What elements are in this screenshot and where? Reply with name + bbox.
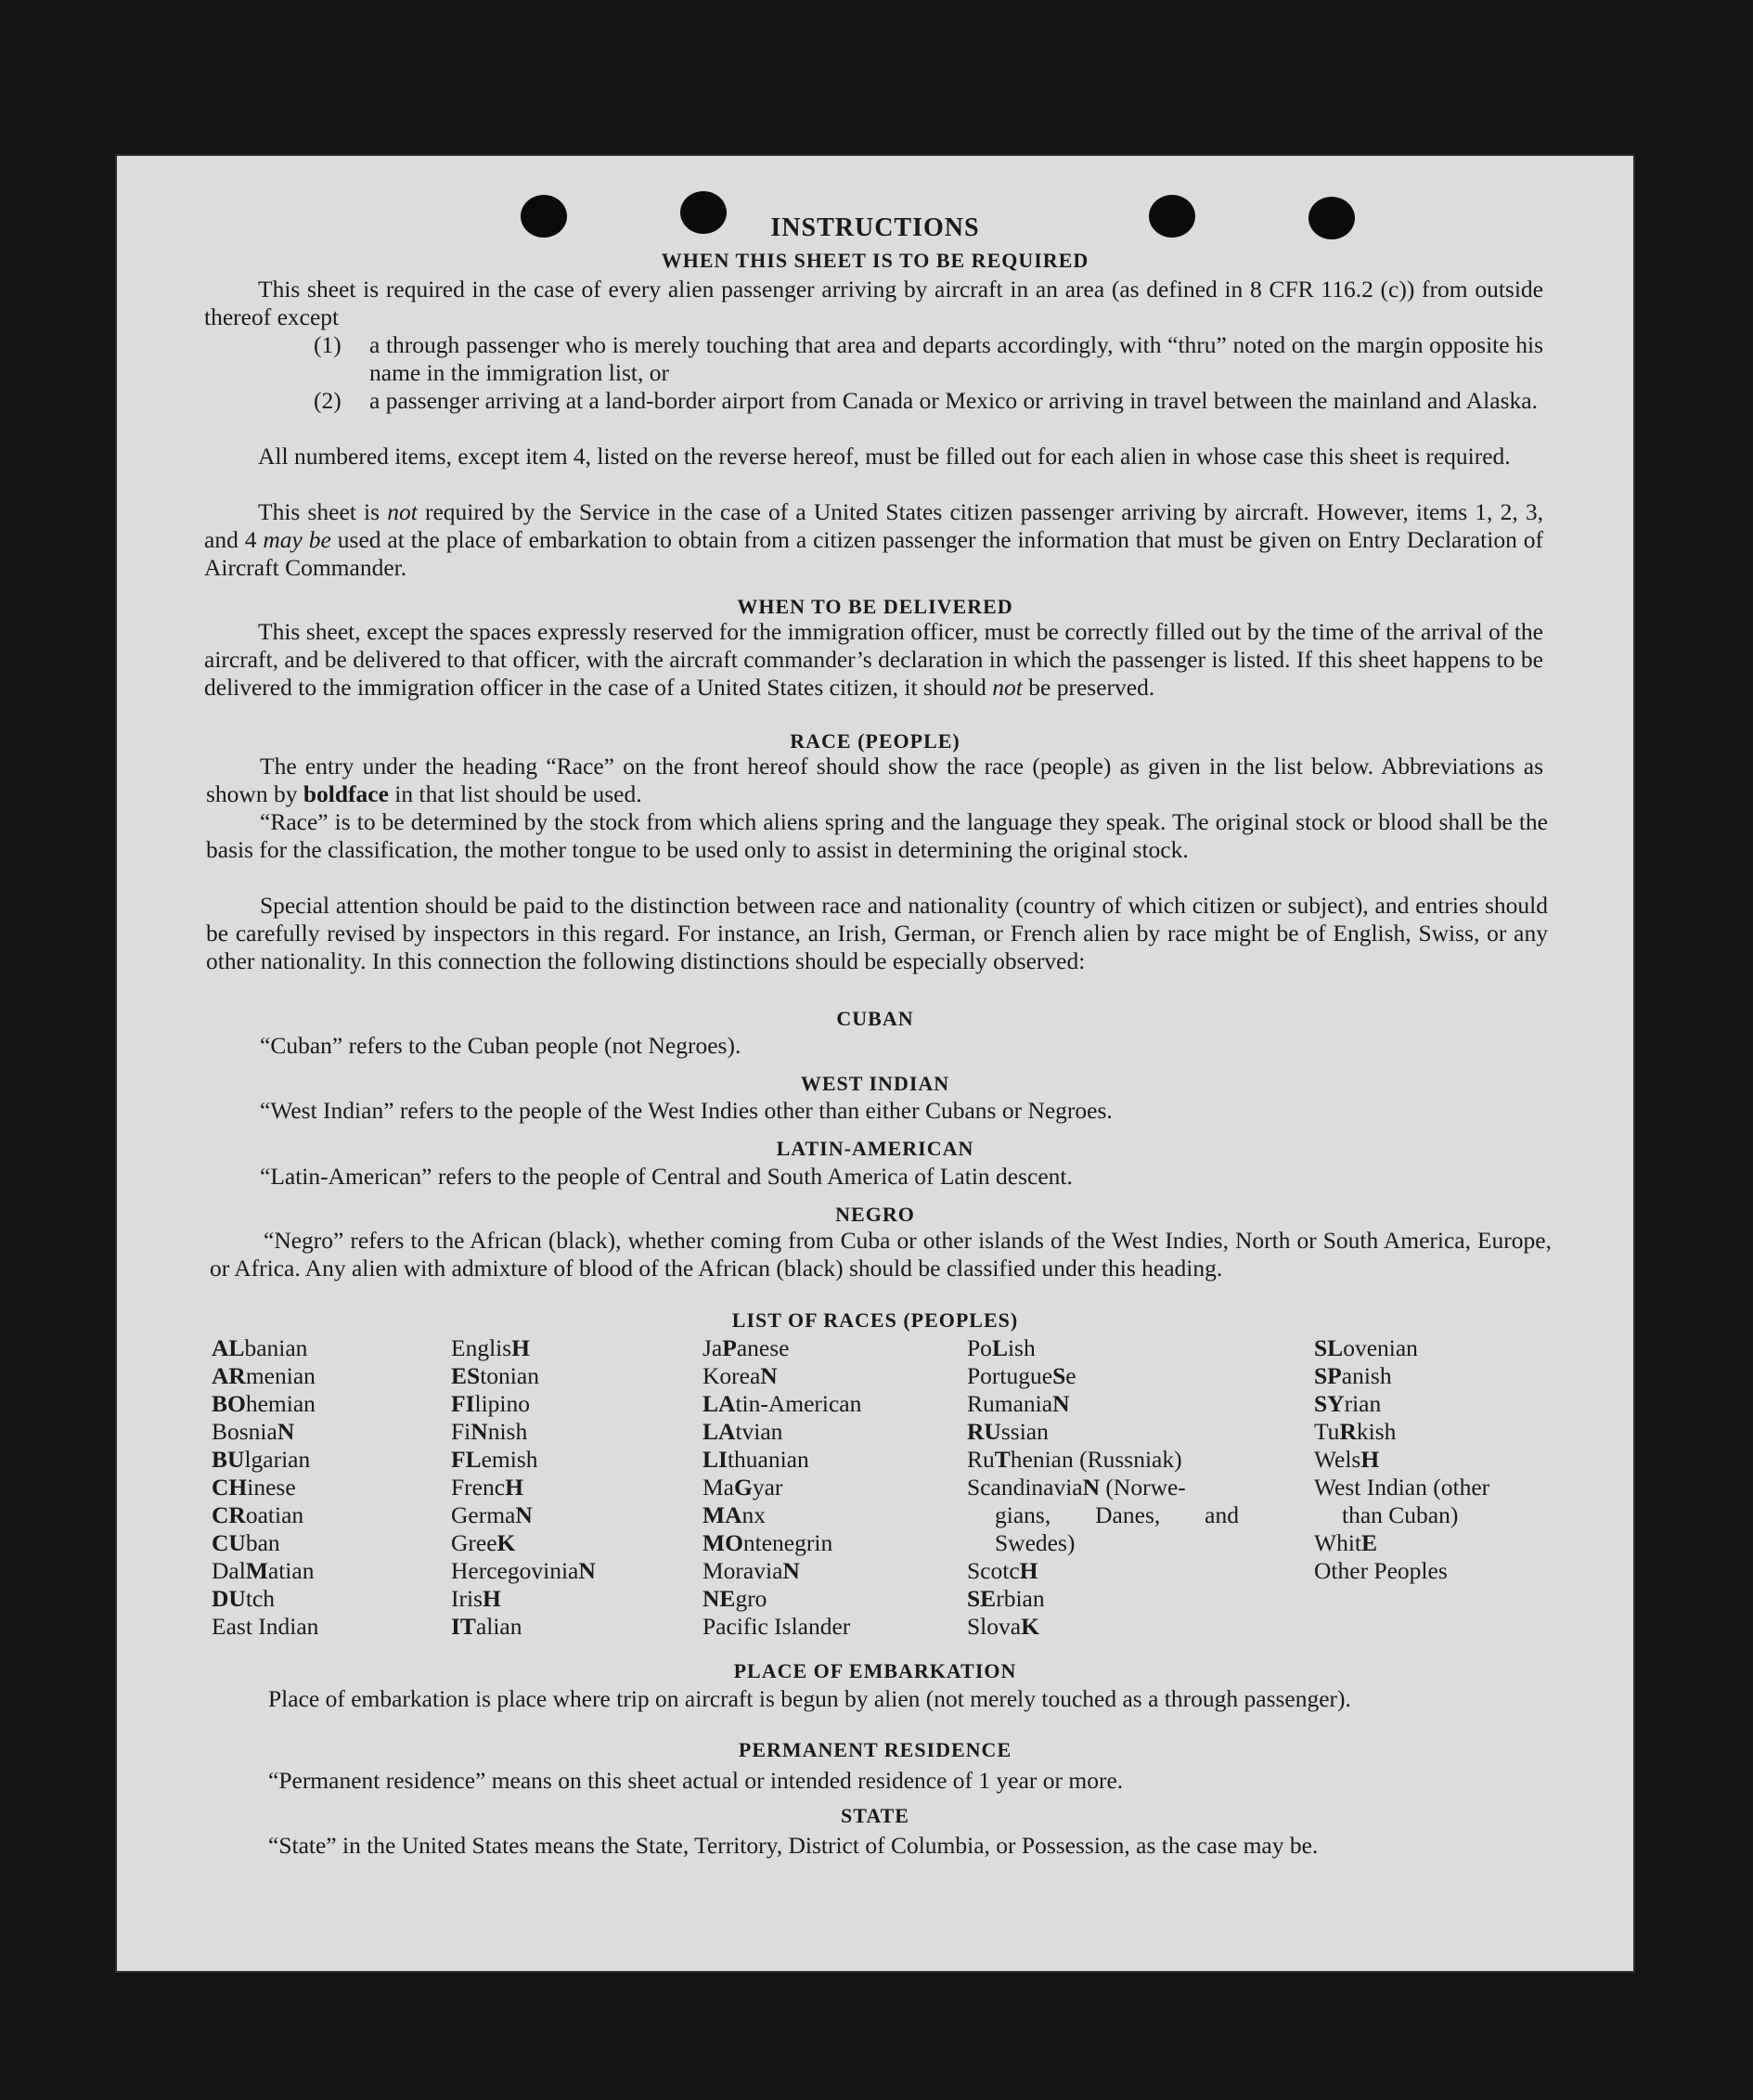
paragraph-race-distinction: Special attention should be paid to the distinction between race and nationality (country of which citizen or subject), and entries should be carefully revised by inspectors in this regard. For instance, an Irish, German, or French alien by race might be of English, Swiss, or any other nationality. In this connection the following distinctions should be especially observed: — [206, 892, 1548, 974]
race-entry: ScandinaviaN (Norwe- — [967, 1474, 1186, 1501]
race-entry: ScotcH — [967, 1557, 1038, 1584]
race-entry: West Indian (other — [1314, 1474, 1490, 1501]
race-entry: WelsH — [1314, 1446, 1380, 1473]
heading-permanent-residence: PERMANENT RESIDENCE — [738, 1738, 1012, 1761]
paragraph-state: “State” in the United States means the State, Territory, District of Columbia, or Possession, as the case may be. — [268, 1832, 1319, 1859]
race-entry: MOntenegrin — [702, 1529, 833, 1556]
paragraph-delivered: This sheet, except the spaces expressly reserved for the immigration officer, must be correctly filled out by the time of the arrival of the aircraft, and be delivered to that officer, with the aircraft commander’s declaration in which the passenger is listed. If this sheet happens to be delivered to the immigration officer in the case of a United States citizen, it should not be preserved. — [204, 618, 1543, 701]
race-entry: gians, Danes, and — [995, 1501, 1239, 1528]
heading-negro: NEGRO — [835, 1203, 915, 1226]
race-entry: IrisH — [451, 1585, 501, 1612]
race-entry: ALbanian — [212, 1334, 308, 1361]
race-entry: EStonian — [451, 1362, 539, 1389]
race-entry: BosniaN — [212, 1418, 295, 1445]
races-column-5 — [1314, 1334, 1553, 1585]
item-text: a passenger arriving at a land-border airport from Canada or Mexico or arriving in travel between the mainland and Alaska. — [369, 387, 1538, 414]
race-entry: FIlipino — [451, 1390, 531, 1417]
race-entry: CHinese — [212, 1474, 296, 1501]
paragraph-race-entry: The entry under the heading “Race” on the front hereof should show the race (people) as given in the list below. Abbreviations as shown by boldface in that list should be used. — [206, 753, 1543, 807]
paragraph-latin-american: “Latin-American” refers to the people of Central and South America of Latin descent. — [260, 1163, 1073, 1190]
races-column-3 — [702, 1334, 935, 1641]
race-entry: PoLish — [967, 1334, 1036, 1361]
title-instructions: INSTRUCTIONS — [770, 213, 980, 242]
heading-when-required: WHEN THIS SHEET IS TO BE REQUIRED — [661, 249, 1089, 272]
races-column-4 — [967, 1334, 1239, 1641]
heading-when-delivered: WHEN TO BE DELIVERED — [737, 595, 1013, 618]
exception-item-1 — [314, 331, 1543, 387]
race-entry: JaPanese — [702, 1334, 790, 1361]
race-entry: SlovaK — [967, 1613, 1039, 1640]
exception-item-2 — [314, 387, 1543, 415]
races-column-2 — [451, 1334, 674, 1641]
paragraph-citizen: This sheet is not required by the Service in the case of a United States citizen passenger arriving by aircraft. However, items 1, 2, 3, and 4 may be used at the place of embarkation to obtain from a citizen passenger the information that must be given on Entry Declaration of Aircraft Commander. — [204, 498, 1543, 581]
heading-west-indian: WEST INDIAN — [800, 1072, 950, 1095]
race-entry: RUssian — [967, 1418, 1049, 1445]
race-entry: CUban — [212, 1529, 280, 1556]
race-entry: MaGyar — [702, 1474, 783, 1501]
race-entry: MoraviaN — [702, 1557, 800, 1584]
race-entry: FLemish — [451, 1446, 538, 1473]
race-entry: LIthuanian — [702, 1446, 809, 1473]
paragraph-embarkation: Place of embarkation is place where trip on aircraft is begun by alien (not merely touched as a through passenger). — [268, 1685, 1351, 1712]
race-entry: ITalian — [451, 1613, 522, 1640]
paragraph-race-stock: “Race” is to be determined by the stock from which aliens spring and the language they speak. The original stock or blood shall be the basis for the classification, the mother tongue to be used only to assist in determining the original stock. — [206, 808, 1548, 863]
race-entry: GreeK — [451, 1529, 516, 1556]
race-entry: FiNnish — [451, 1418, 528, 1445]
race-entry: NEgro — [702, 1585, 767, 1612]
race-entry: East Indian — [212, 1613, 319, 1640]
race-entry: BUlgarian — [212, 1446, 311, 1473]
race-entry: HercegoviniaN — [451, 1557, 596, 1584]
races-column-1 — [212, 1334, 425, 1641]
paragraph-cuban: “Cuban” refers to the Cuban people (not Negroes). — [260, 1032, 741, 1059]
race-entry: WhitE — [1314, 1529, 1378, 1556]
race-entry: SErbian — [967, 1585, 1045, 1612]
item-text: a through passenger who is merely touching that area and departs accordingly, with “thru” noted on the margin opposite his name in the immigration list, or — [369, 331, 1543, 386]
race-entry: RuThenian (Russniak) — [967, 1446, 1182, 1473]
race-entry: MAnx — [702, 1501, 766, 1528]
race-entry: BOhemian — [212, 1390, 316, 1417]
race-entry: GermaN — [451, 1501, 533, 1528]
race-entry: FrencH — [451, 1474, 523, 1501]
race-entry: Other Peoples — [1314, 1557, 1448, 1584]
paragraph-west-indian: “West Indian” refers to the people of the West Indies other than either Cubans or Negroes. — [260, 1097, 1113, 1124]
paragraph-negro: “Negro” refers to the African (black), whether coming from Cuba or other islands of the West Indies, North or South America, Europe, or Africa. Any alien with admixture of blood of the African (black) should be classified under this heading. — [210, 1227, 1552, 1282]
paragraph-permanent-residence: “Permanent residence” means on this sheet actual or intended residence of 1 year or more. — [268, 1767, 1124, 1794]
race-entry: KoreaN — [702, 1362, 778, 1389]
heading-state: STATE — [841, 1804, 909, 1827]
race-entry: TuRkish — [1314, 1418, 1397, 1445]
paragraph-numbered-items: All numbered items, except item 4, listed on the reverse hereof, must be filled out for each alien in whose case this sheet is required. — [258, 443, 1511, 470]
heading-list-of-races: LIST OF RACES (PEOPLES) — [731, 1308, 1019, 1332]
race-entry: LAtin-American — [702, 1390, 862, 1417]
race-entry: ARmenian — [212, 1362, 316, 1389]
race-entry: PortugueSe — [967, 1362, 1076, 1389]
heading-cuban: CUBAN — [836, 1007, 914, 1030]
race-entry: DalMatian — [212, 1557, 315, 1584]
race-entry: than Cuban) — [1342, 1501, 1459, 1528]
race-entry: DUtch — [212, 1585, 275, 1612]
heading-race: RACE (PEOPLE) — [790, 729, 960, 753]
race-entry: SLovenian — [1314, 1334, 1418, 1361]
race-entry: EnglisH — [451, 1334, 531, 1361]
race-entry: Swedes) — [995, 1529, 1076, 1556]
race-entry: RumaniaN — [967, 1390, 1070, 1417]
heading-place-of-embarkation: PLACE OF EMBARKATION — [733, 1659, 1017, 1682]
race-entry: SYrian — [1314, 1390, 1382, 1417]
race-entry: Pacific Islander — [702, 1613, 851, 1640]
race-entry: LAtvian — [702, 1418, 783, 1445]
paragraph-required-intro: This sheet is required in the case of every alien passenger arriving by aircraft in an area (as defined in 8 CFR 116.2 (c)) from outside thereof except — [204, 276, 1543, 330]
race-entry: SPanish — [1314, 1362, 1392, 1389]
item-number: (2) — [314, 387, 342, 414]
heading-latin-american: LATIN-AMERICAN — [776, 1137, 974, 1160]
item-number: (1) — [314, 331, 342, 358]
race-entry: CRoatian — [212, 1501, 304, 1528]
